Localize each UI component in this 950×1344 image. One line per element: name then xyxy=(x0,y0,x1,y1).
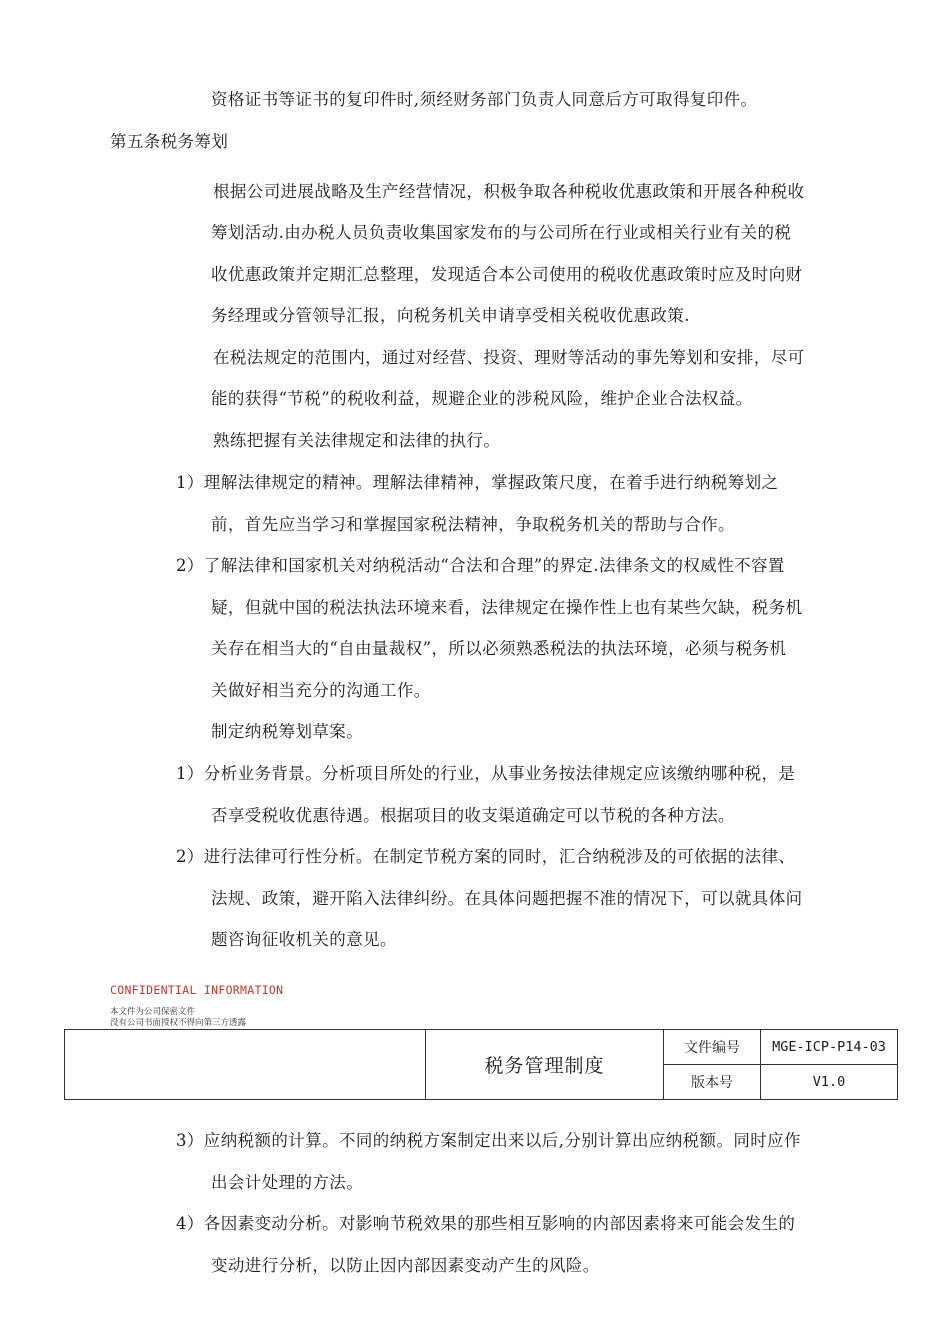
section-heading: 第五条税务筹划 xyxy=(110,132,229,151)
list-item: 2）了解法律和国家机关对纳税活动“合法和合理”的界定.法律条文的权威性不容置 xyxy=(176,556,785,575)
header-blank-cell xyxy=(65,1030,426,1100)
confidential-note: 没有公司书面授权不得向第三方透露 xyxy=(110,1018,247,1028)
doc-number-label: 文件编号 xyxy=(664,1030,761,1065)
version-value: V1.0 xyxy=(761,1065,898,1100)
document-header-table xyxy=(64,1029,898,1100)
text-line: 务经理或分管领导汇报，向税务机关申请享受相关税收优惠政策. xyxy=(211,306,690,325)
text-line: 前，首先应当学习和掌握国家税法精神，争取税务机关的帮助与合作。 xyxy=(211,515,735,534)
text-line: 出会计处理的方法。 xyxy=(211,1173,364,1192)
list-item: 4）各因素变动分析。对影响节税效果的那些相互影响的内部因素将来可能会发生的 xyxy=(176,1214,796,1233)
version-label: 版本号 xyxy=(664,1065,761,1100)
text-line: 题咨询征收机关的意见。 xyxy=(211,930,397,949)
text-line: 关存在相当大的“自由量裁权”，所以必须熟悉税法的执法环境，必须与税务机 xyxy=(211,639,787,658)
text-line: 资格证书等证书的复印件时,须经财务部门负责人同意后方可取得复印件。 xyxy=(211,90,758,109)
text-line: 能的获得“节税”的税收利益，规避企业的涉税风险，维护企业合法权益。 xyxy=(211,389,753,408)
text-line: 变动进行分析，以防止因内部因素变动产生的风险。 xyxy=(211,1256,600,1275)
confidential-label: CONFIDENTIAL INFORMATION xyxy=(110,983,284,997)
doc-number-value: MGE-ICP-P14-03 xyxy=(761,1030,898,1065)
text-line: 根据公司进展战略及生产经营情况，积极争取各种税收优惠政策和开展各种税收 xyxy=(213,182,805,201)
list-item: 1）理解法律规定的精神。理解法律精神，掌握政策尺度，在着手进行纳税筹划之 xyxy=(176,473,779,492)
text-line: 熟练把握有关法律规定和法律的执行。 xyxy=(213,431,501,450)
document-title: 税务管理制度 xyxy=(426,1030,664,1100)
text-line: 关做好相当充分的沟通工作。 xyxy=(211,681,431,700)
text-line: 否享受税收优惠待遇。根据项目的收支渠道确定可以节税的各种方法。 xyxy=(211,806,735,825)
list-item: 2）进行法律可行性分析。在制定节税方案的同时，汇合纳税涉及的可依据的法律、 xyxy=(176,847,796,866)
list-item: 3）应纳税额的计算。不同的纳税方案制定出来以后,分别计算出应纳税额。同时应作 xyxy=(176,1131,801,1150)
confidential-note: 本文件为公司保密文件 xyxy=(110,1007,196,1017)
text-line: 疑，但就中国的税法执法环境来看，法律规定在操作性上也有某些欠缺，税务机 xyxy=(211,598,803,617)
text-line: 筹划活动.由办税人员负责收集国家发布的与公司所在行业或相关行业有关的税 xyxy=(211,223,792,242)
list-item: 1）分析业务背景。分析项目所处的行业，从事业务按法律规定应该缴纳哪种税，是 xyxy=(176,764,796,783)
text-line: 收优惠政策并定期汇总整理，发现适合本公司使用的税收优惠政策时应及时向财 xyxy=(211,265,803,284)
text-line: 法规、政策，避开陷入法律纠纷。在具体问题把握不准的情况下，可以就具体问 xyxy=(211,889,803,908)
text-line: 在税法规定的范围内，通过对经营、投资、理财等活动的事先筹划和安排，尽可 xyxy=(213,348,805,367)
text-line: 制定纳税筹划草案。 xyxy=(211,722,364,741)
